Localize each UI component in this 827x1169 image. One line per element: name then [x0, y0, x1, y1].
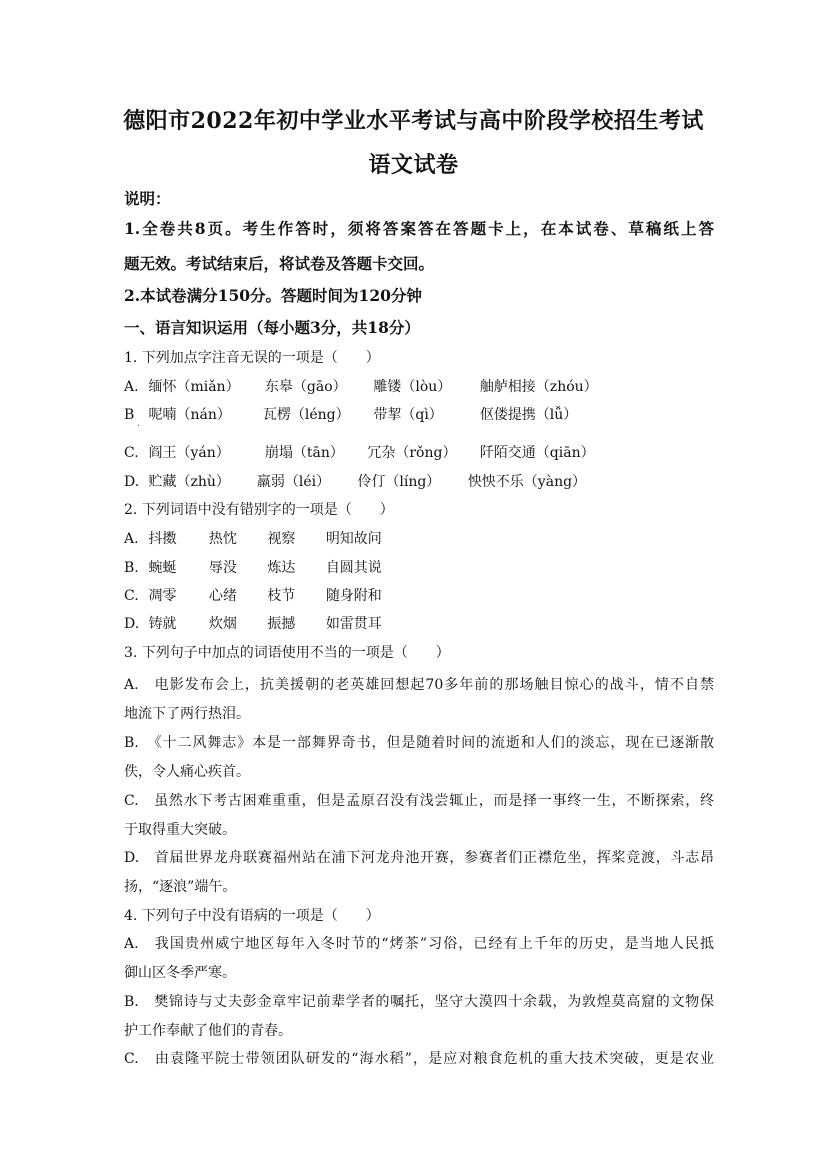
q2-option-d — [124, 614, 382, 634]
option-item: 舳舻相接（zhóu） — [479, 379, 598, 395]
q4-option-c-line-1: C. 由袁隆平院士带领团队研发的“海水稻”，是应对粮食危机的重大技术突破，更是农业 — [124, 1051, 714, 1067]
option-item: 视察 — [267, 531, 296, 547]
q1-option-a — [124, 377, 598, 397]
option-label: C. — [124, 588, 139, 604]
option-item: 东皋（gāo） — [264, 379, 347, 395]
q4-option-a-line-1: A. 我国贵州威宁地区每年入冬时节的“烤茶”习俗，已经有上千年的历史，是当地人民抵 — [124, 936, 714, 952]
option-item: 随身附和 — [325, 588, 382, 604]
q3-option-b-line-1: B. 《十二风舞志》本是一部舞界奇书，但是随着时间的流逝和人们的淡忘，现在已逐渐散 — [124, 735, 714, 751]
option-item: 蜿蜒 — [148, 560, 177, 576]
q1-option-d — [124, 472, 586, 492]
option-label: A. — [124, 379, 139, 395]
option-label: D. — [124, 474, 140, 490]
option-item: 缅怀（miǎn） — [148, 379, 240, 395]
option-item: 枝节 — [267, 588, 296, 604]
option-item: 冗杂（rǒng） — [367, 445, 457, 461]
option-item: 贮藏（zhù） — [148, 474, 230, 490]
question-2-stem: 2. 下列词语中没有错别字的一项是（ ） — [124, 502, 394, 518]
option-item: 瓦楞（léng） — [262, 407, 350, 423]
option-item: 阡陌交通（qiān） — [479, 445, 595, 461]
q3-option-a-line-1: A. 电影发布会上，抗美援朝的老英雄回想起70多年前的那场触目惊心的战斗，情不自禁 — [124, 677, 714, 693]
note-2: 2.本试卷满分150分。答题时间为120分钟 — [124, 286, 422, 305]
q3-option-d-line-2: 扬，“逐浪”端午。 — [124, 879, 237, 895]
q4-option-b-line-2: 护工作奉献了他们的青春。 — [124, 1023, 292, 1039]
option-item: 铸就 — [148, 616, 177, 632]
option-item: 炼达 — [267, 560, 296, 576]
option-item: 羸弱（léi） — [256, 474, 331, 490]
q3-option-b-line-2: 佚，令人痛心疾首。 — [124, 764, 250, 780]
option-item: 抖擞 — [148, 531, 177, 547]
option-label: D. — [124, 616, 140, 632]
q3-option-d-line-1: D. 首届世界龙舟联赛福州站在浦下河龙舟池开赛，参赛者们正襟危坐，挥桨竞渡，斗志昂 — [124, 850, 714, 866]
option-item: 带挈（qì） — [373, 407, 443, 423]
option-item: 凋零 — [148, 588, 177, 604]
option-item: 热忱 — [208, 531, 237, 547]
option-item: 呢喃（nán） — [148, 407, 231, 423]
option-label: C. — [124, 445, 139, 461]
question-1-stem: 1. 下列加点字注音无误的一项是（ ） — [124, 350, 380, 366]
option-item: 阎王（yán） — [148, 445, 230, 461]
q1-option-b — [124, 405, 577, 425]
exam-title: 德阳市2022年初中学业水平考试与高中阶段学校招生考试 — [123, 108, 704, 134]
option-item: 崩塌（tān） — [264, 445, 344, 461]
q4-option-b-line-1: B. 樊锦诗与丈夫彭金章牢记前辈学者的嘱托，坚守大漠四十余载，为敦煌莫高窟的文物保 — [124, 994, 714, 1010]
notes-heading: 说明： — [124, 189, 171, 208]
option-item: 怏怏不乐（yàng） — [467, 474, 587, 490]
stray-dot-mark: · — [137, 421, 141, 432]
section-1-heading: 一、语言知识运用（每小题3分，共18分） — [124, 318, 420, 337]
option-label: A. — [124, 531, 139, 547]
option-item: 振撼 — [267, 616, 296, 632]
option-item: 辱没 — [208, 560, 237, 576]
q1-option-c — [124, 443, 595, 463]
option-label: B — [124, 407, 135, 423]
note-1-line-1: 1.全卷共8页。考生作答时，须将答案答在答题卡上，在本试卷、草稿纸上答 — [124, 219, 714, 238]
q4-option-a-line-2: 御山区冬季严寒。 — [124, 965, 236, 981]
q3-option-c-line-1: C. 虽然水下考古困难重重，但是孟原召没有浅尝辄止，而是择一事终一生，不断探索，终 — [124, 793, 714, 809]
question-4-stem: 4. 下列句子中没有语病的一项是（ ） — [124, 908, 380, 924]
option-item: 炊烟 — [208, 616, 237, 632]
q2-option-c — [124, 586, 382, 606]
option-item: 如雷贯耳 — [325, 616, 382, 632]
q3-option-c-line-2: 于取得重大突破。 — [124, 822, 236, 838]
option-item: 伶仃（líng） — [357, 474, 441, 490]
option-item: 明知故问 — [325, 531, 382, 547]
option-label: B. — [124, 560, 139, 576]
option-item: 自圆其说 — [325, 560, 382, 576]
option-item: 心绪 — [208, 588, 237, 604]
question-3-stem: 3. 下列句子中加点的词语使用不当的一项是（ ） — [124, 645, 450, 661]
note-1-line-2: 题无效。考试结束后，将试卷及答题卡交回。 — [124, 254, 435, 273]
option-item: 雕镂（lòu） — [373, 379, 452, 395]
q2-option-b — [124, 558, 382, 578]
q2-option-a — [124, 529, 382, 549]
q3-option-a-line-2: 地流下了两行热泪。 — [124, 706, 250, 722]
exam-subtitle: 语文试卷 — [368, 152, 459, 178]
option-item: 伛偻提携（lǚ） — [479, 407, 578, 423]
